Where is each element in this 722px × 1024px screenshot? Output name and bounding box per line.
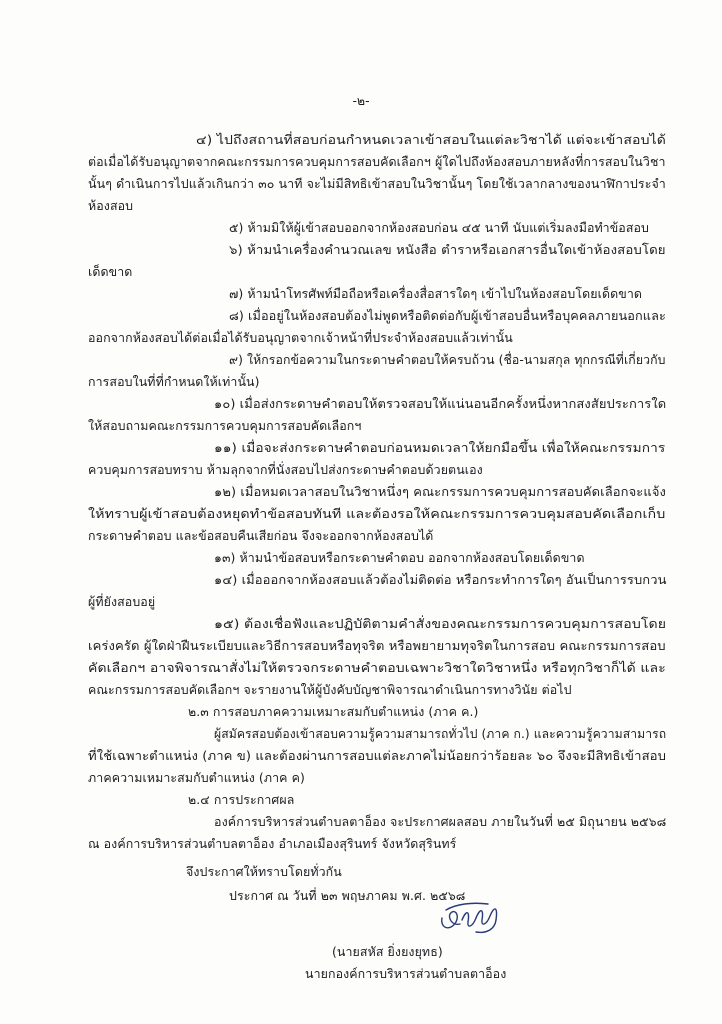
page-number: -๒- <box>352 93 370 108</box>
document-line: คณะกรรมการสอบคัดเลือกฯ จะรายงานให้ผู้บังคับบัญชาพิจารณาดำเนินการทางวินัย ต่อไป <box>88 682 572 697</box>
document-line: ๑๔) เมื่อออกจากห้องสอบแล้วต้องไม่ติดต่อ หรือกระทำการใดๆ อันเป็นการรบกวน <box>214 572 667 587</box>
document-line: ให้สอบถามคณะกรรมการควบคุมการสอบคัดเลือกฯ <box>88 418 362 433</box>
document-line: เด็ดขาด <box>88 264 133 279</box>
document-line: ผู้สมัครสอบต้องเข้าสอบความรู้ความสามารถทั่วไป (ภาค ก.) และความรู้ความสามารถ <box>214 726 667 741</box>
document-line: ๑๒) เมื่อหมดเวลาสอบในวิชาหนึ่งๆ คณะกรรมการควบคุมการสอบคัดเลือกจะแจ้ง <box>214 484 666 499</box>
document-line: ณ องค์การบริหารส่วนตำบลตาอ็อง อำเภอเมืองสุรินทร์ จังหวัดสุรินทร์ <box>88 836 457 851</box>
document-line: การสอบในที่ที่กำหนดให้เท่านั้น) <box>88 374 260 389</box>
document-line: ให้ทราบผู้เข้าสอบต้องหยุดทำข้อสอบทันที และต้องรอให้คณะกรรมการควบคุมสอบคัดเลือกเก็บ <box>88 506 666 521</box>
document-line: คัดเลือกฯ อาจพิจารณาสั่งไม่ให้ตรวจกระดาษคำตอบเฉพาะวิชาใดวิชาหนึ่ง หรือทุกวิชาก็ได้ และ <box>88 660 666 675</box>
document-line: นั้นๆ ดำเนินการไปแล้วเกินกว่า ๓๐ นาที จะไม่มีสิทธิเข้าสอบในวิชานั้นๆ โดยใช้เวลากลางของนาฬิกาประจำ <box>88 176 666 191</box>
document-line: ๙) ให้กรอกข้อความในกระดาษคำตอบให้ครบถ้วน (ชื่อ-นามสกุล ทุกกรณีที่เกี่ยวกับ <box>229 352 666 367</box>
document-line: ๑๐) เมื่อส่งกระดาษคำตอบให้ตรวจสอบให้แน่นอนอีกครั้งหนึ่งหากสงสัยประการใด <box>214 396 667 411</box>
document-line: (นายสหัส ยิ่งยงยุทธ) <box>332 944 443 959</box>
document-line: ผู้ที่ยังสอบอยู่ <box>88 594 156 609</box>
document-line: ๘) เมื่ออยู่ในห้องสอบต้องไม่พูดหรือติดต่อกับผู้เข้าสอบอื่นหรือบุคคลภายนอกและ <box>229 308 666 323</box>
document-line: ควบคุมการสอบทราบ ห้ามลุกจากที่นั่งสอบไปส่งกระดาษคำตอบด้วยตนเอง <box>88 462 483 477</box>
document-line: ประกาศ ณ วันที่ ๒๓ พฤษภาคม พ.ศ. ๒๕๖๘ <box>229 888 466 903</box>
document-line: ๑๑) เมื่อจะส่งกระดาษคำตอบก่อนหมดเวลาให้ยกมือขึ้น เพื่อให้คณะกรรมการ <box>214 440 666 455</box>
document-line: ที่ใช้เฉพาะตำแหน่ง (ภาค ข) และต้องผ่านการสอบแต่ละภาคไม่น้อยกว่าร้อยละ ๖๐ จึงจะมีสิทธิเข้าสอบ <box>88 748 667 763</box>
document-line: ออกจากห้องสอบได้ต่อเมื่อได้รับอนุญาตจากเจ้าหน้าที่ประจำห้องสอบแล้วเท่านั้น <box>88 330 513 345</box>
document-line: ภาคความเหมาะสมกับตำแหน่ง (ภาค ค) <box>88 770 305 785</box>
document-line: ๑๓) ห้ามนำข้อสอบหรือกระดาษคำตอบ ออกจากห้องสอบโดยเด็ดขาด <box>214 550 585 565</box>
document-line: ๒.๔ การประกาศผล <box>188 792 295 807</box>
document-line: ต่อเมื่อได้รับอนุญาตจากคณะกรรมการควบคุมการสอบคัดเลือกฯ ผู้ใดไปถึงห้องสอบภายหลังที่การสอบในวิชา <box>88 154 666 169</box>
document-line: นายกองค์การบริหารส่วนตำบลตาอ็อง <box>305 966 507 981</box>
document-line: กระดาษคำตอบ และข้อสอบคืนเสียก่อน จึงจะออกจากห้องสอบได้ <box>88 528 434 543</box>
document-line: องค์การบริหารส่วนตำบลตาอ็อง จะประกาศผลสอบ ภายในวันที่ ๒๕ มิถุนายน ๒๕๖๘ <box>214 814 667 829</box>
document-line: ๒.๓ การสอบภาคความเหมาะสมกับตำแหน่ง (ภาค ค.) <box>188 704 479 719</box>
document-line: ๕) ห้ามมิให้ผู้เข้าสอบออกจากห้องสอบก่อน ๔๕ นาที นับแต่เริ่มลงมือทำข้อสอบ <box>229 220 650 235</box>
document-line: ๔) ไปถึงสถานที่สอบก่อนกำหนดเวลาเข้าสอบในแต่ละวิชาได้ แต่จะเข้าสอบได้ <box>196 132 666 147</box>
handwritten-signature-icon <box>436 898 504 936</box>
document-line: ห้องสอบ <box>88 198 134 213</box>
document-line: จึงประกาศให้ทราบโดยทั่วกัน <box>186 864 342 879</box>
document-line: ๗) ห้ามนำโทรศัพท์มือถือหรือเครื่องสื่อสารใดๆ เข้าไปในห้องสอบโดยเด็ดขาด <box>229 286 643 301</box>
document-line: ๑๕) ต้องเชื่อฟังและปฏิบัติตามคำสั่งของคณะกรรมการควบคุมการสอบโดย <box>214 616 667 631</box>
document-line: เคร่งครัด ผู้ใดฝ่าฝืนระเบียบและวิธีการสอบหรือทุจริต หรือพยายามทุจริตในการสอบ คณะกรรมการสอบ <box>88 638 666 653</box>
document-line: ๖) ห้ามนำเครื่องคำนวณเลข หนังสือ ตำราหรือเอกสารอื่นใดเข้าห้องสอบโดย <box>229 242 666 257</box>
